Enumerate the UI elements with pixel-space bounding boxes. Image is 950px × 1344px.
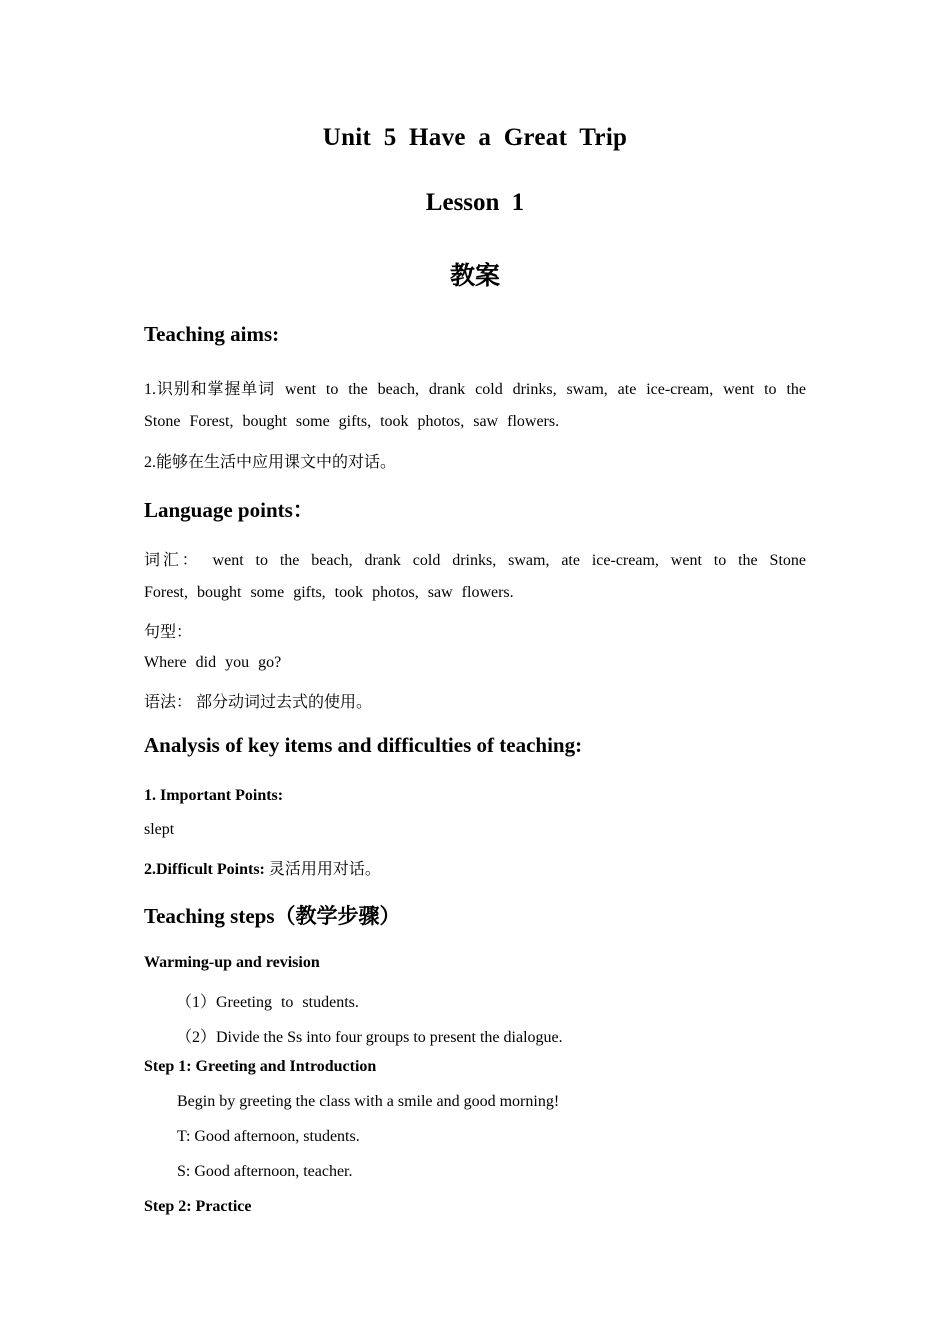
aims-heading: Teaching aims: xyxy=(144,322,280,346)
step1-line2: T: Good afternoon, students. xyxy=(177,1128,360,1145)
step1-label: Step 1: Greeting and Introduction xyxy=(144,1058,377,1075)
aims-item1-line2: Stone Forest, bought some gifts, took photos, saw flowers. xyxy=(144,413,560,430)
difficult-points-label: 2.Difficult Points: xyxy=(144,861,265,878)
step2-label: Step 2: Practice xyxy=(144,1198,252,1215)
pattern-sentence: Where did you go? xyxy=(144,654,282,671)
lesson-title: Lesson 1 xyxy=(425,189,525,216)
important-points-label: 1. Important Points: xyxy=(144,787,284,804)
warmup-label: Warming-up and revision xyxy=(144,954,320,971)
vocab-line1: 词汇： went to the beach, drank cold drinks, swam, ate ice-cream, went to the Stone xyxy=(144,552,806,569)
doc-subtitle: 教案 xyxy=(449,263,500,290)
teaching-steps-heading: Teaching steps（教学步骤） xyxy=(144,904,401,928)
language-points-heading: Language points： xyxy=(144,498,314,522)
step1-line1: Begin by greeting the class with a smile and good morning! xyxy=(177,1093,560,1110)
warmup-item-1: （1）Greeting to students. xyxy=(176,994,359,1011)
unit-title: Unit 5 Have a Great Trip xyxy=(322,124,628,151)
difficult-points-value: 灵活用用对话。 xyxy=(264,861,381,878)
grammar-line: 语法： 部分动词过去式的使用。 xyxy=(144,694,373,711)
difficult-points xyxy=(144,856,806,879)
step1-line3: S: Good afternoon, teacher. xyxy=(177,1163,353,1180)
vocab-line2: Forest, bought some gifts, took photos, saw flowers. xyxy=(144,584,514,601)
aims-item2: 2.能够在生活中应用课文中的对话。 xyxy=(144,454,397,471)
warmup-item-2: （2）Divide the Ss into four groups to present the dialogue. xyxy=(176,1029,563,1046)
pattern-label: 句型： xyxy=(144,624,193,641)
analysis-heading: Analysis of key items and difficulties of teaching: xyxy=(144,733,583,757)
aims-item1-line1: 1.识别和掌握单词 went to the beach, drank cold drinks, swam, ate ice-cream, went to the xyxy=(144,381,806,398)
important-points-value: slept xyxy=(144,821,175,838)
